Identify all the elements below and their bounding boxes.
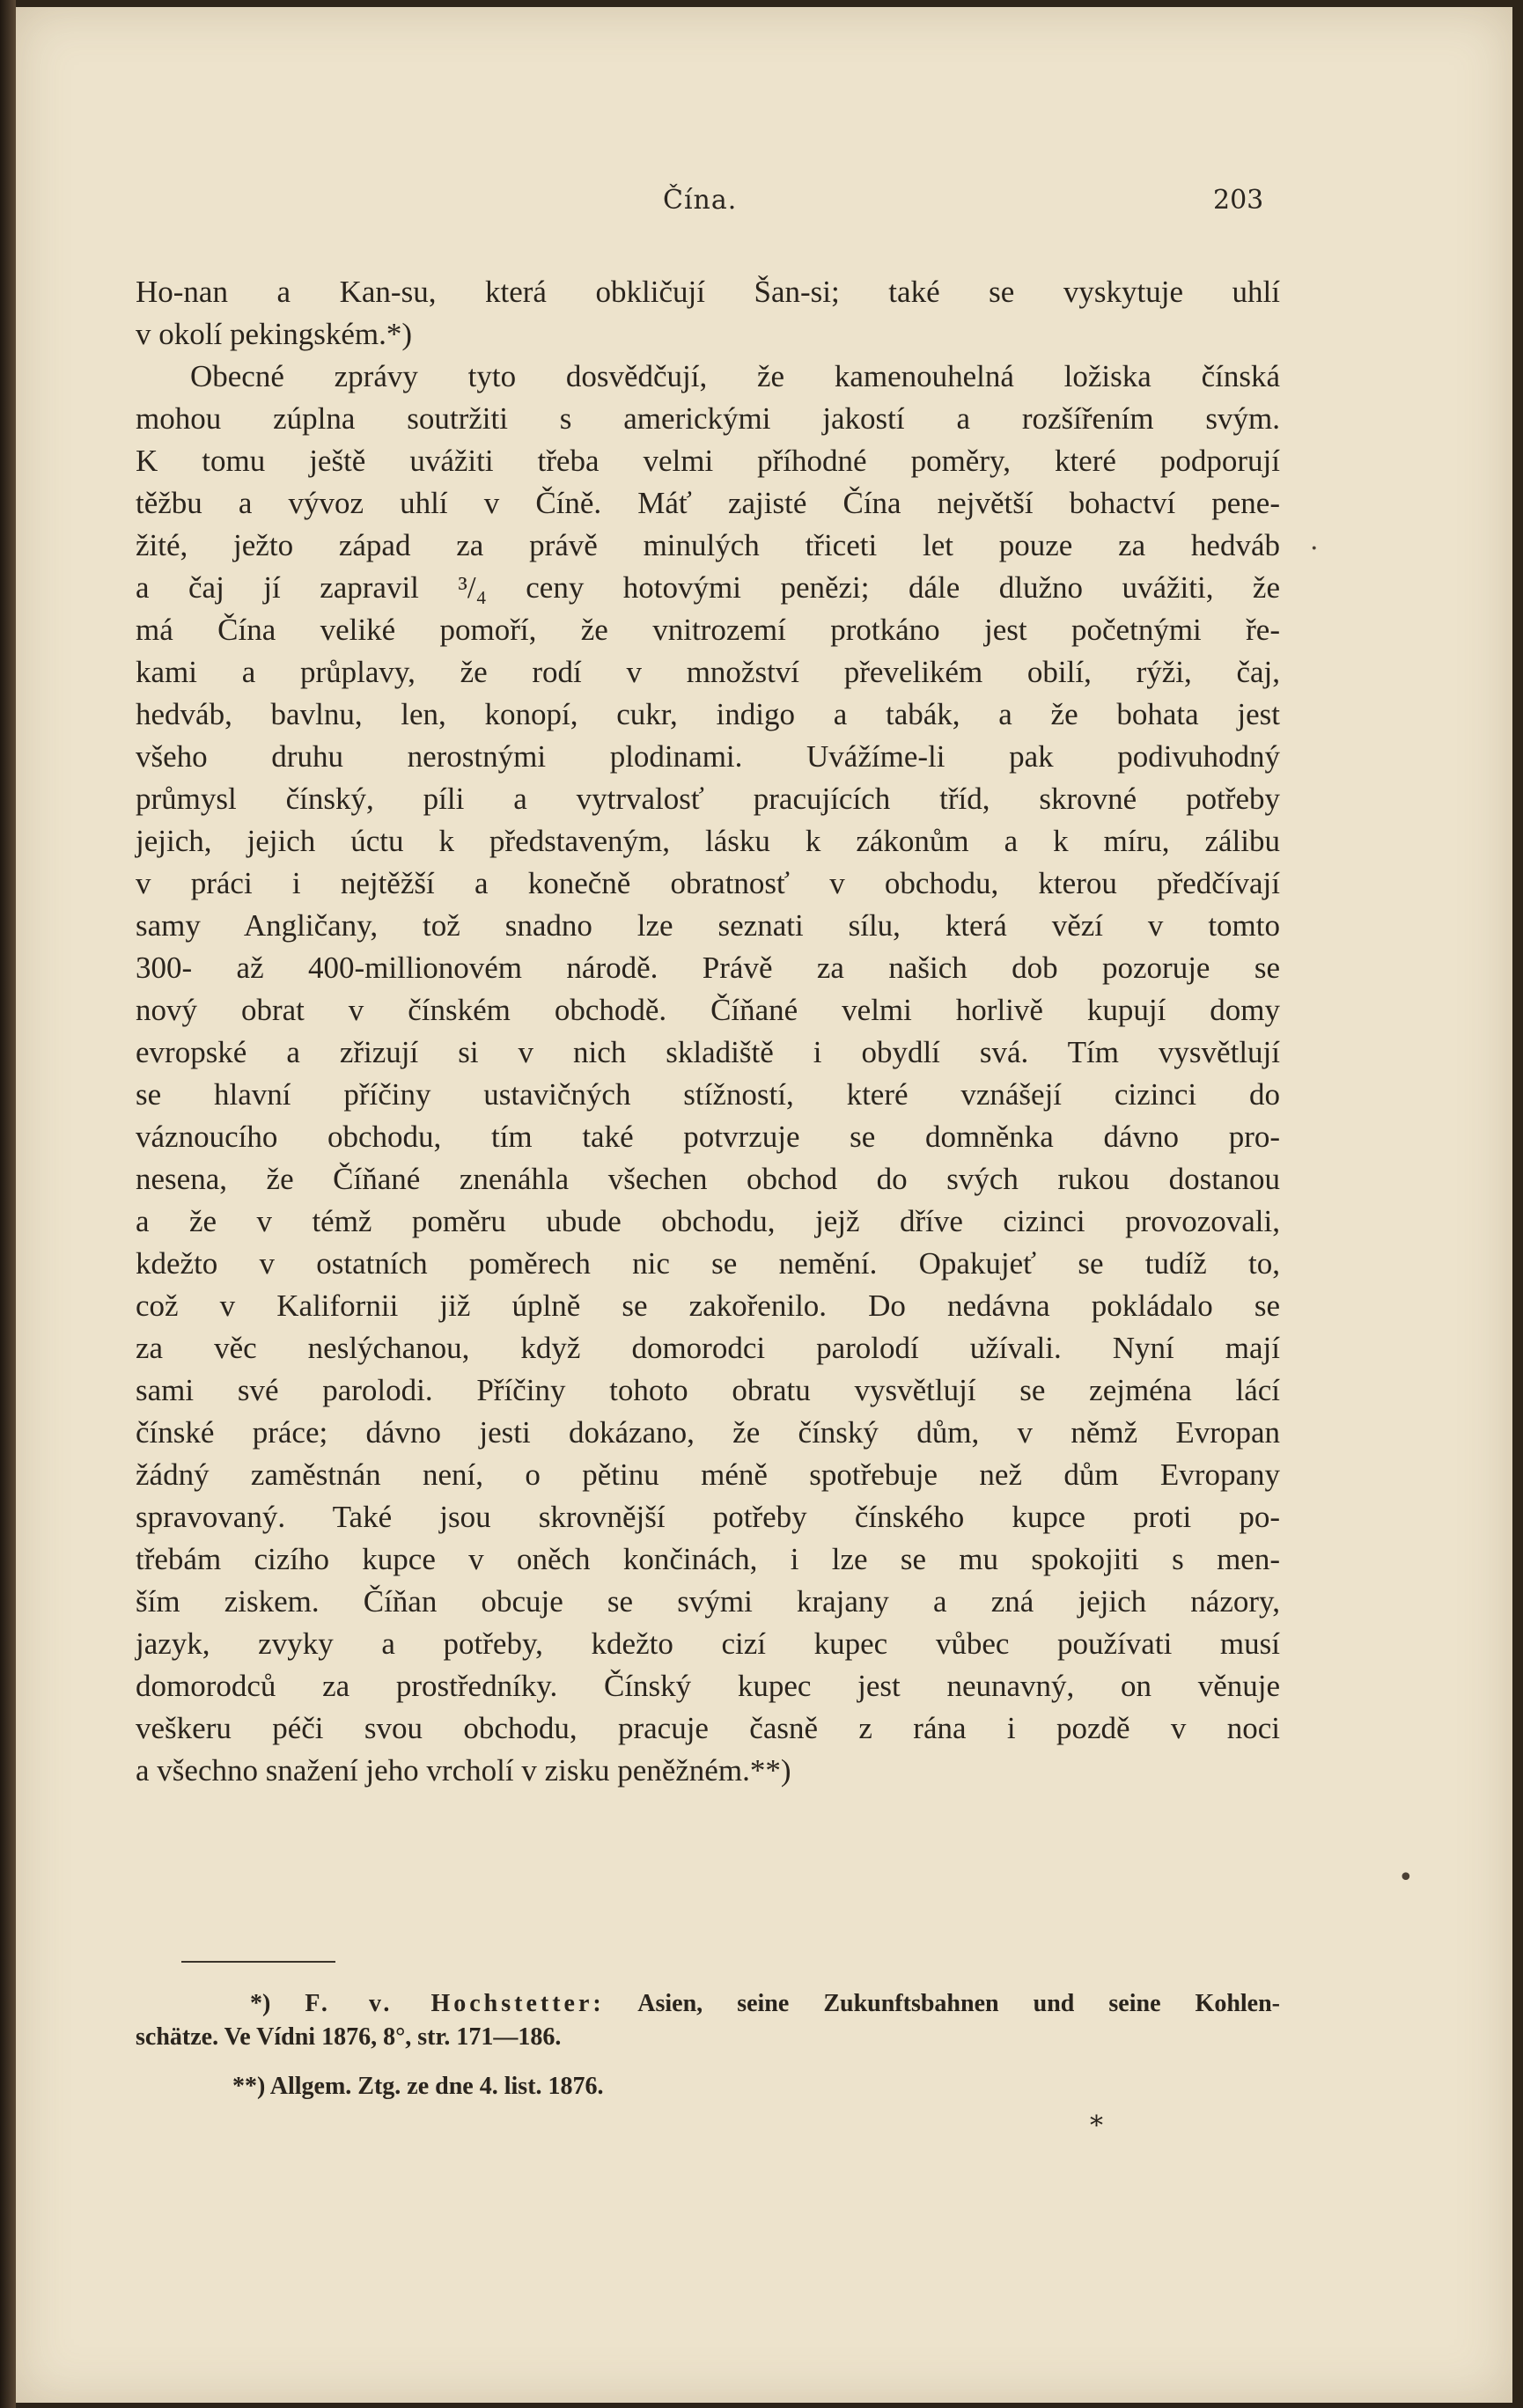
text-line: a čaj jí zapravil ³/₄ ceny hotovými penězi; dále dlužno uvážiti, že	[136, 570, 1280, 605]
text-line: 300- až 400-millionovém národě. Právě za našich dob pozoruje se	[136, 951, 1280, 985]
footnotes	[136, 1987, 1280, 2103]
text-line: veškeru péči svou obchodu, pracuje časně z rána i pozdě v noci	[136, 1711, 1280, 1745]
margin-dot-lower: •	[1398, 1862, 1414, 1893]
text-line: těžbu a vývoz uhlí v Číně. Máť zajisté Čína největší bohactví pene-	[136, 486, 1280, 520]
text-line: K tomu ještě uvážiti třeba velmi příhodné poměry, které podporují	[136, 444, 1280, 478]
paragraph-end-line: a všechno snažení jeho vrcholí v zisku peněžném.**)	[136, 1753, 791, 1788]
text-line: hedváb, bavlnu, len, konopí, cukr, indigo a tabák, a že bohata jest	[136, 697, 1280, 731]
footnote-1-text: Asien, seine Zukunftsbahnen und seine Kohlen-	[637, 1990, 1280, 2017]
paragraph-start-line: Obecné zprávy tyto dosvědčují, že kamenouhelná ložiska čínská	[190, 359, 1280, 393]
book-page	[16, 7, 1512, 2403]
text-line: všeho druhu nerostnými plodinami. Uvážíme-li pak podivuhodný	[136, 739, 1280, 774]
page-number: 203	[1213, 185, 1264, 216]
running-header	[16, 180, 1512, 232]
text-line: mohou zúplna soutržiti s americkými jakostí a rozšířením svým.	[136, 401, 1280, 436]
text-line: třebám cizího kupce v oněch končinách, i lze se mu spokojiti s men-	[136, 1542, 1280, 1576]
margin-dot: ·	[1310, 533, 1319, 564]
text-line: nový obrat v čínském obchodě. Číňané velmi horlivě kupují domy	[136, 993, 1280, 1027]
text-line: sami své parolodi. Příčiny tohoto obratu vysvětlují se zejména lácí	[136, 1373, 1280, 1407]
text-line: čínské práce; dávno jesti dokázano, že čínský dům, v němž Evropan	[136, 1415, 1280, 1450]
footnote-separator-rule	[181, 1961, 335, 1963]
text-line: v práci i nejtěžší a konečně obratnosť v obchodu, kterou předčívají	[136, 866, 1280, 900]
footnote-1	[136, 1987, 1280, 2021]
end-asterisk: *	[1090, 2111, 1103, 2141]
text-line: se hlavní příčiny ustavičných stížností, které vznášejí cizinci do	[136, 1077, 1280, 1112]
footnote-1-continuation: schätze. Ve Vídni 1876, 8°, str. 171—186.	[136, 2023, 562, 2051]
running-title: Čína.	[663, 185, 738, 216]
text-line: kdežto v ostatních poměrech nic se nemění. Opakujeť se tudíž to,	[136, 1246, 1280, 1281]
book-spine-edge	[0, 0, 16, 2408]
footnote-1-author: F. v. Hochstetter:	[305, 1990, 605, 2017]
text-line: v okolí pekingském.*)	[136, 317, 412, 351]
text-line: má Čína veliké pomoří, že vnitrozemí protkáno jest početnými ře-	[136, 613, 1280, 647]
text-line: jejich, jejich úctu k představeným, lásku k zákonům a k míru, zálibu	[136, 824, 1280, 858]
footnote-1-marker: *)	[250, 1990, 271, 2017]
text-line: spravovaný. Také jsou skrovnější potřeby čínského kupce proti po-	[136, 1500, 1280, 1534]
text-line: evropské a zřizují si v nich skladiště i obydlí svá. Tím vysvětlují	[136, 1035, 1280, 1069]
text-line: domorodců za prostředníky. Čínský kupec jest neunavný, on věnuje	[136, 1669, 1280, 1703]
text-line: jazyk, zvyky a potřeby, kdežto cizí kupec vůbec používati musí	[136, 1626, 1280, 1661]
text-line: žité, ježto západ za právě minulých třiceti let pouze za hedváb	[136, 528, 1280, 562]
text-line: Ho-nan a Kan-su, která obkličují Šan-si; také se vyskytuje uhlí	[136, 275, 1280, 309]
text-line: a že v témž poměru ubude obchodu, jejž dříve cizinci provozovali,	[136, 1204, 1280, 1238]
text-line: váznoucího obchodu, tím také potvrzuje se domněnka dávno pro-	[136, 1120, 1280, 1154]
text-line: ším ziskem. Číňan obcuje se svými krajany a zná jejich názory,	[136, 1584, 1280, 1619]
text-line: samy Angličany, tož snadno lze seznati sílu, která vězí v tomto	[136, 908, 1280, 943]
text-line: kami a průplavy, že rodí v množství převelikém obilí, rýži, čaj,	[136, 655, 1280, 689]
text-line: nesena, že Číňané znenáhla všechen obchod do svých rukou dostanou	[136, 1162, 1280, 1196]
text-line: žádný zaměstnán není, o pětinu méně spotřebuje než dům Evropany	[136, 1457, 1280, 1492]
footnote-2: **) Allgem. Ztg. ze dne 4. list. 1876.	[232, 2073, 604, 2100]
text-line: což v Kalifornii již úplně se zakořenilo. Do nedávna pokládalo se	[136, 1288, 1280, 1323]
text-line: za věc neslýchanou, když domorodci parolodí užívali. Nyní mají	[136, 1331, 1280, 1365]
text-line: průmysl čínský, píli a vytrvalosť pracujících tříd, skrovné potřeby	[136, 782, 1280, 816]
body-text	[136, 271, 1280, 1792]
